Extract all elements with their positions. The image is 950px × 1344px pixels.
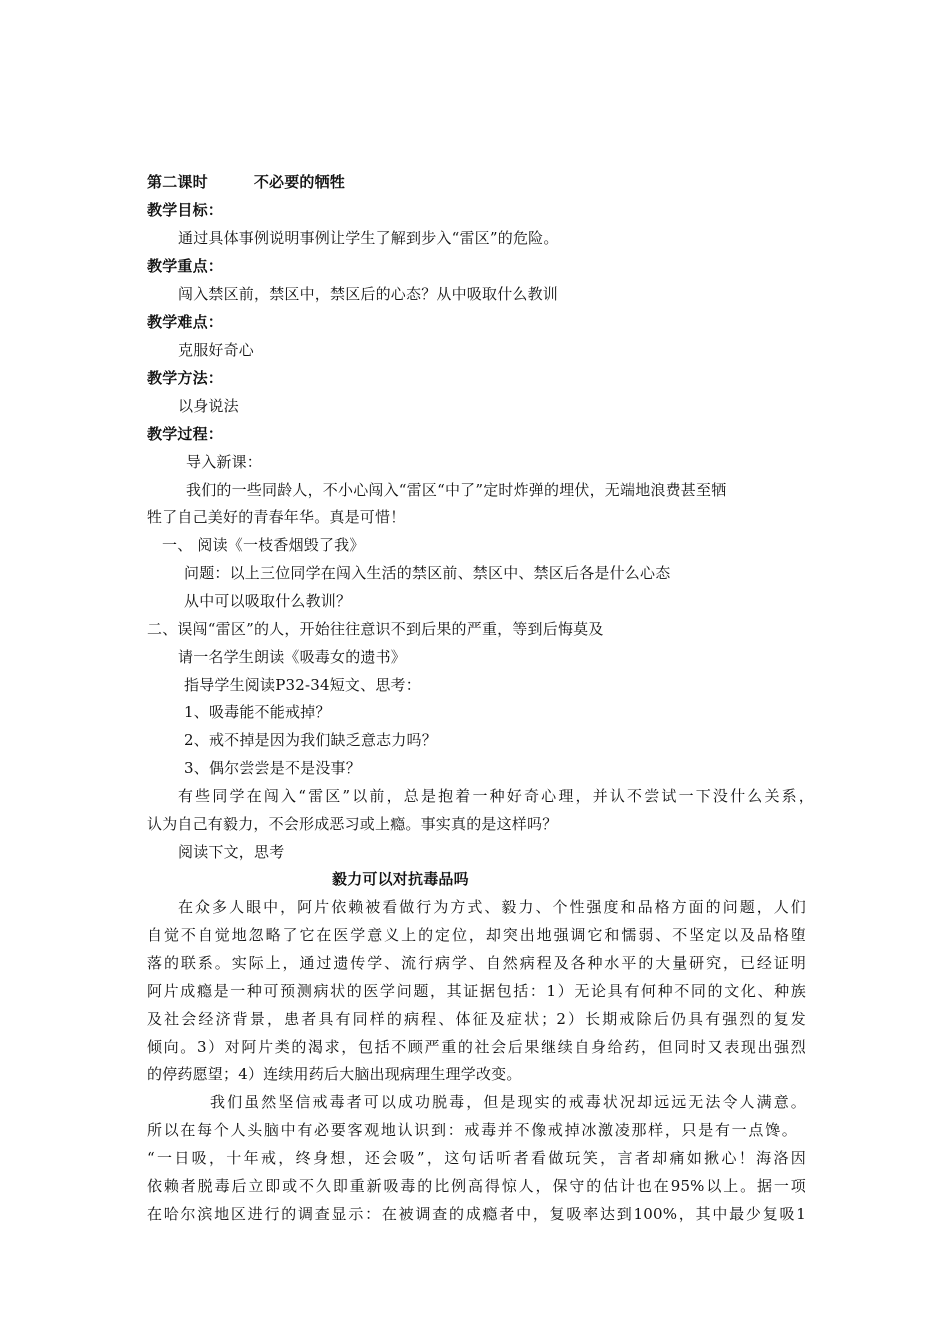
article-line: “一日吸，十年戒，终身想，还会吸”，这句话听者看做玩笑，言者却痛如揪心！海洛因 (147, 1149, 806, 1167)
article-line: 自觉不自觉地忽略了它在医学意义上的定位，却突出地强调它和懦弱、不坚定以及品格堕 (147, 926, 806, 944)
method-label: 教学方法： (147, 369, 224, 387)
difficulty-label: 教学难点： (147, 313, 224, 331)
intro-paragraph-line: 牲了自己美好的青春年华。真是可惜！ (147, 508, 406, 526)
article-line: 落的联系。实际上，通过遗传学、流行病学、自然病程及各种水平的大量研究，已经证明 (147, 954, 806, 972)
article-line: 倾向。3）对阿片类的渴求，包括不顾严重的社会后果继续自身给药，但同时又表现出强烈 (147, 1038, 806, 1056)
goal-label: 教学目标： (147, 201, 224, 219)
guide-question: 3、偶尔尝尝是不是没事？ (184, 759, 361, 777)
step-one: 一、 阅读《一枝香烟毁了我》 (162, 536, 365, 554)
difficulty-text: 克服好奇心 (178, 341, 255, 359)
lesson-title (147, 172, 345, 192)
article-line: 依赖者脱毒后立即或不久即重新吸毒的比例高得惊人，保守的估计也在95%以上。据一项 (147, 1177, 806, 1195)
lesson-number: 第二课时 (147, 173, 208, 191)
paragraph-line: 认为自己有毅力，不会形成恶习或上瘾。事实真的是这样吗？ (147, 815, 558, 833)
article-line: 所以在每个人头脑中有必要客观地认识到：戒毒并不像戒掉冰激凌那样，只是有一点馋。 (147, 1121, 797, 1139)
article-title: 毅力可以对抗毒品吗 (332, 870, 469, 888)
article-line: 阿片成瘾是一种可预测病状的医学问题，其证据包括：1）无论具有何种不同的文化、种族 (147, 982, 806, 1000)
article-line: 的停药愿望；4）连续用药后大脑出现病理生理学改变。 (147, 1065, 522, 1083)
article-line: 我们虽然坚信戒毒者可以成功脱毒，但是现实的戒毒状况却远远无法令人满意。 (210, 1093, 806, 1111)
lesson-name: 不必要的牺牲 (253, 173, 346, 191)
paragraph-line: 有些同学在闯入“雷区”以前，总是抱着一种好奇心理，并认不尝试一下没什么关系， (178, 787, 814, 805)
step-two: 二、误闯“雷区”的人，开始往往意识不到后果的严重，等到后悔莫及 (147, 620, 604, 638)
key-label: 教学重点： (147, 257, 224, 275)
article-line: 在哈尔滨地区进行的调查显示：在被调查的成瘾者中，复吸率达到100%，其中最少复吸1 (147, 1205, 806, 1223)
question-one: 问题：以上三位同学在闯入生活的禁区前、禁区中、禁区后各是什么心态 (184, 564, 671, 582)
intro-paragraph-line: 我们的一些同龄人，不小心闯入“雷区“中了”定时炸弹的埋伏，无端地浪费甚至牺 (186, 481, 727, 499)
guide-question: 1、吸毒能不能戒掉？ (184, 703, 331, 721)
article-line: 及社会经济背景，患者具有同样的病程、体征及症状；2）长期戒除后仍具有强烈的复发 (147, 1010, 806, 1028)
method-text: 以身说法 (178, 397, 239, 415)
guide-instruction: 指导学生阅读P32-34短文、思考： (184, 676, 421, 694)
intro-heading: 导入新课： (186, 453, 263, 471)
goal-text: 通过具体事例说明事例让学生了解到步入“雷区”的危险。 (178, 229, 559, 247)
guide-question: 2、戒不掉是因为我们缺乏意志力吗？ (184, 731, 437, 749)
question-two: 从中可以吸取什么教训？ (184, 592, 352, 610)
read-letter-instruction: 请一名学生朗读《吸毒女的遗书》 (178, 648, 407, 666)
article-line: 在众多人眼中，阿片依赖被看做行为方式、毅力、个性强度和品格方面的问题，人们 (178, 898, 806, 916)
read-below-instruction: 阅读下文，思考 (178, 843, 285, 861)
key-text: 闯入禁区前，禁区中，禁区后的心态？从中吸取什么教训 (178, 285, 559, 303)
process-label: 教学过程： (147, 425, 224, 443)
